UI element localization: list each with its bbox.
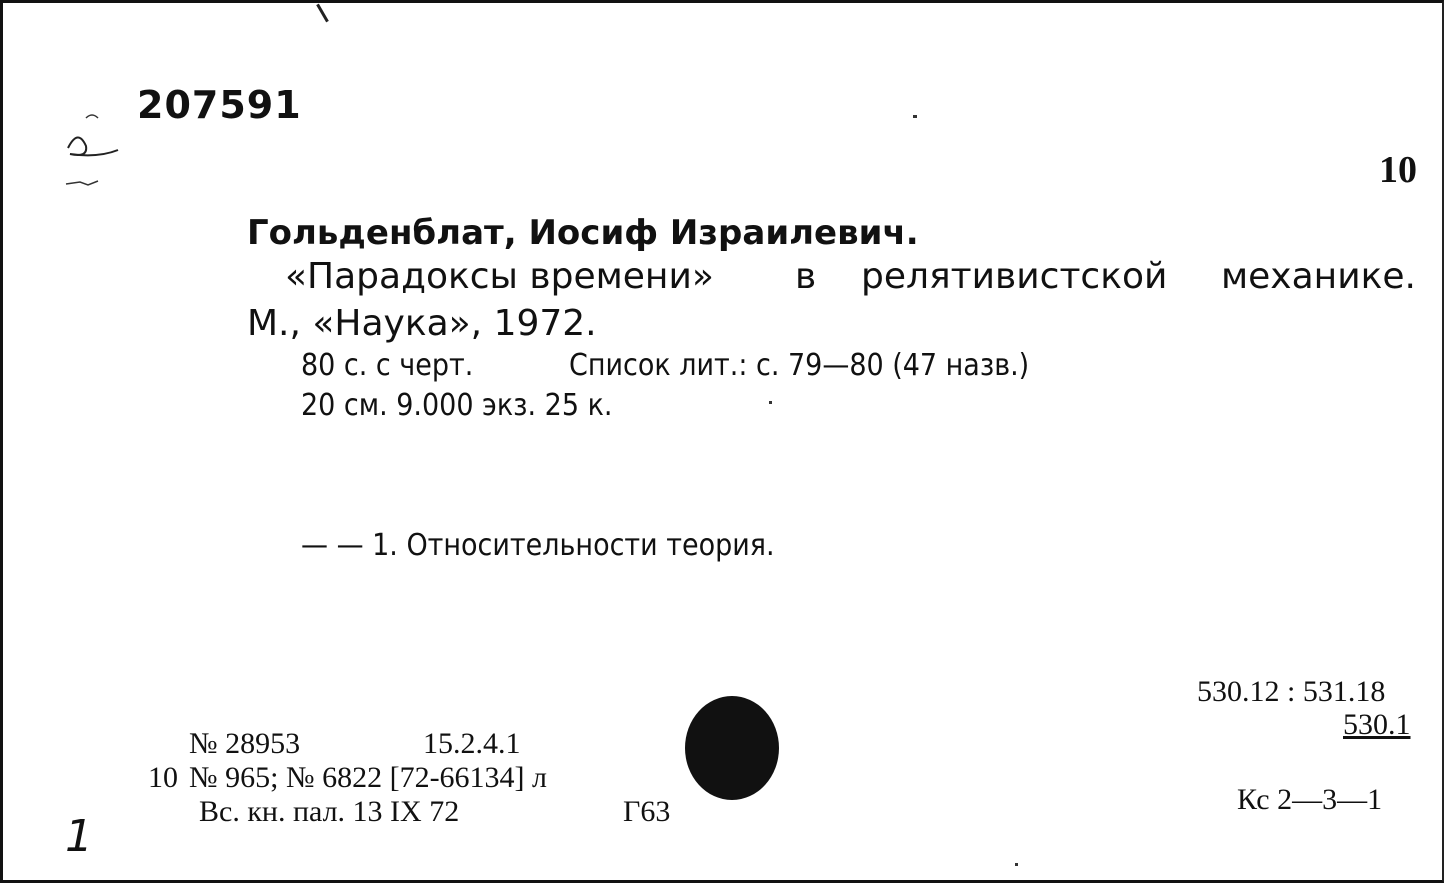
registry-index: Г63 bbox=[623, 795, 671, 828]
imprint-line: М., «Наука», 1972. bbox=[247, 303, 597, 344]
registry-prefix: 10 bbox=[148, 761, 178, 794]
tick-mark bbox=[316, 4, 329, 23]
speck bbox=[913, 115, 917, 118]
title-part-2: в bbox=[795, 256, 817, 297]
accession-number: 207591 bbox=[137, 83, 302, 127]
shelf-number: 10 bbox=[1379, 149, 1417, 191]
collation-pages: 80 с. с черт. bbox=[301, 348, 474, 383]
registry-number: № 28953 bbox=[189, 727, 301, 760]
format-and-price: 20 см. 9.000 экз. 25 к. bbox=[301, 388, 613, 423]
punch-hole bbox=[685, 696, 779, 800]
udc-sub: 530.1 bbox=[1343, 708, 1411, 741]
subject-heading: — — 1. Относительности теория. bbox=[301, 528, 775, 563]
margin-mark: 1 bbox=[65, 811, 93, 862]
ks-code: Кс 2—3—1 bbox=[1237, 783, 1383, 816]
bibliography-note: Список лит.: с. 79—80 (47 назв.) bbox=[569, 348, 1030, 383]
registry-chamber: Вс. кн. пал. 13 IX 72 bbox=[199, 795, 460, 828]
pencil-scribble bbox=[58, 88, 138, 198]
speck bbox=[769, 401, 772, 404]
udc-main: 530.12 : 531.18 bbox=[1197, 675, 1386, 708]
registry-date-code: 15.2.4.1 bbox=[423, 727, 521, 760]
author-heading: Гольденблат, Иосиф Израилевич. bbox=[247, 213, 919, 253]
registry-order-numbers: № 965; № 6822 [72-66134] л bbox=[189, 761, 548, 794]
title-part-1: «Парадоксы времени» bbox=[285, 256, 714, 297]
title-part-3: релятивистской bbox=[861, 256, 1168, 297]
speck bbox=[1015, 863, 1018, 866]
title-part-4: механике. bbox=[1221, 256, 1416, 297]
